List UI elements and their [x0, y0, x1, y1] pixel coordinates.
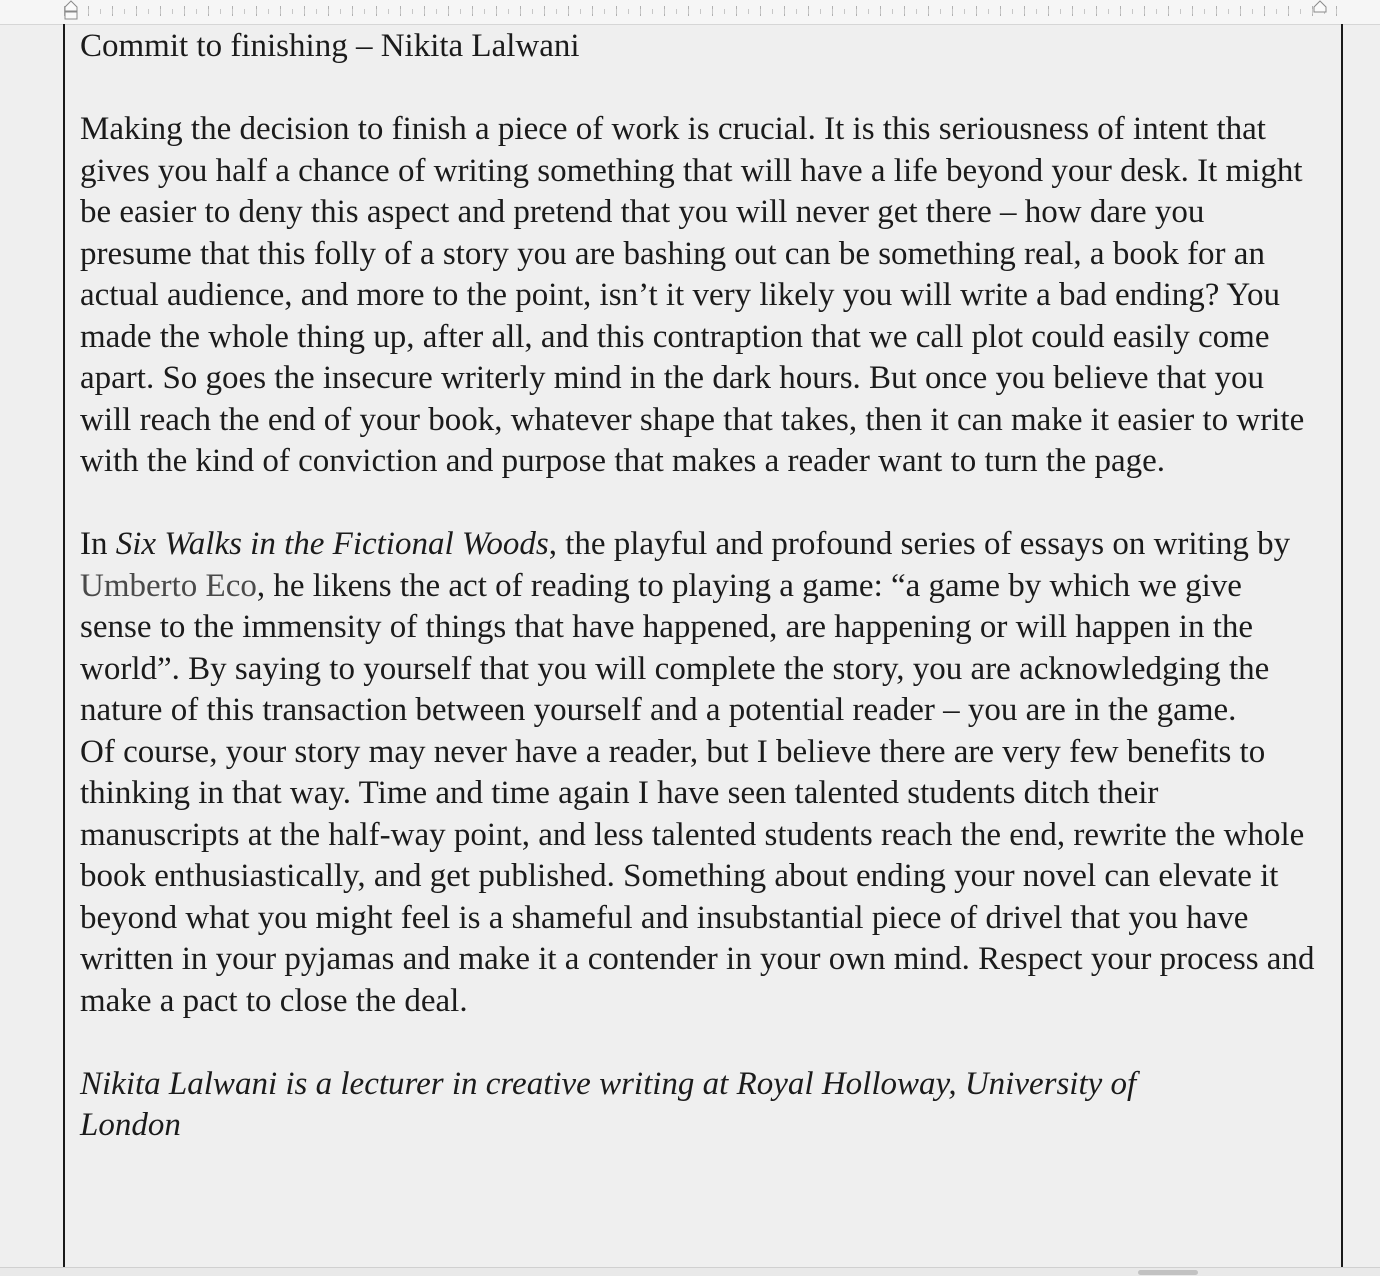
- blank-line: [80, 483, 1320, 525]
- horizontal-ruler: [0, 0, 1380, 25]
- paragraph-2: [80, 524, 1320, 732]
- document-body[interactable]: [80, 26, 1320, 1147]
- right-margin-line: [1341, 24, 1343, 1268]
- paragraph-3: Of course, your story may never have a reader, but I believe there are very few benefits to thinking in that way. Time and time again I have seen talented students ditch their manuscripts at the half-way point, and less talented students reach the end, rewrite the whole book enthusiastically, and get published. Something about ending your novel can elevate it beyond what you might feel is a shameful and insubstantial piece of drivel that you have written in your pyjamas and make it a contender in your own mind. Respect your process and make a pact to close the deal.: [80, 733, 1315, 1019]
- paragraph-2-text-c: , he likens the act of reading to playing a game: “a game by which we give sense to the immensity of things that have happened, are happening or will happen in the world”. By saying to yourself that you will complete the story, you are acknowledging the nature of this transaction between yourself and a potential reader – you are in the game.: [80, 567, 1270, 728]
- paragraph-2-text-b: , the playful and profound series of essays on writing by: [548, 526, 1291, 562]
- book-title: Six Walks in the Fictional Woods: [115, 526, 549, 562]
- byline-text: Nikita Lalwani is a lecturer in creative writing at Royal Holloway, University of London: [80, 1065, 1137, 1143]
- right-indent-marker-icon[interactable]: [1313, 0, 1327, 20]
- ruler-minor-ticks: [76, 9, 1342, 14]
- paragraph-2-text-a: In: [80, 526, 116, 562]
- blank-line: [80, 68, 1320, 110]
- byline: [80, 1064, 1205, 1147]
- left-indent-marker-icon[interactable]: [64, 0, 78, 20]
- scrollbar-thumb[interactable]: [1138, 1270, 1198, 1275]
- document-title: Commit to finishing – Nikita Lalwani: [80, 28, 580, 64]
- left-margin-line: [63, 24, 65, 1268]
- horizontal-scrollbar[interactable]: [0, 1267, 1380, 1276]
- paragraph-1: Making the decision to finish a piece of work is crucial. It is this seriousness of intent that gives you half a chance of writing something that will have a life beyond your desk. It might be easier to deny this aspect and pretend that you will never get there – how dare you presume that this folly of a story you are bashing out can be something real, a book for an actual audience, and more to the point, isn’t it very likely you will write a bad ending? You made the whole thing up, after all, and this contraption that we call plot could easily come apart. So goes the insecure writerly mind in the dark hours. But once you believe that you will reach the end of your book, whatever shape that takes, then it can make it easier to write with the kind of conviction and purpose that makes a reader want to turn the page.: [80, 111, 1305, 479]
- blank-line: [80, 1022, 1320, 1064]
- author-link[interactable]: Umberto Eco: [80, 567, 257, 604]
